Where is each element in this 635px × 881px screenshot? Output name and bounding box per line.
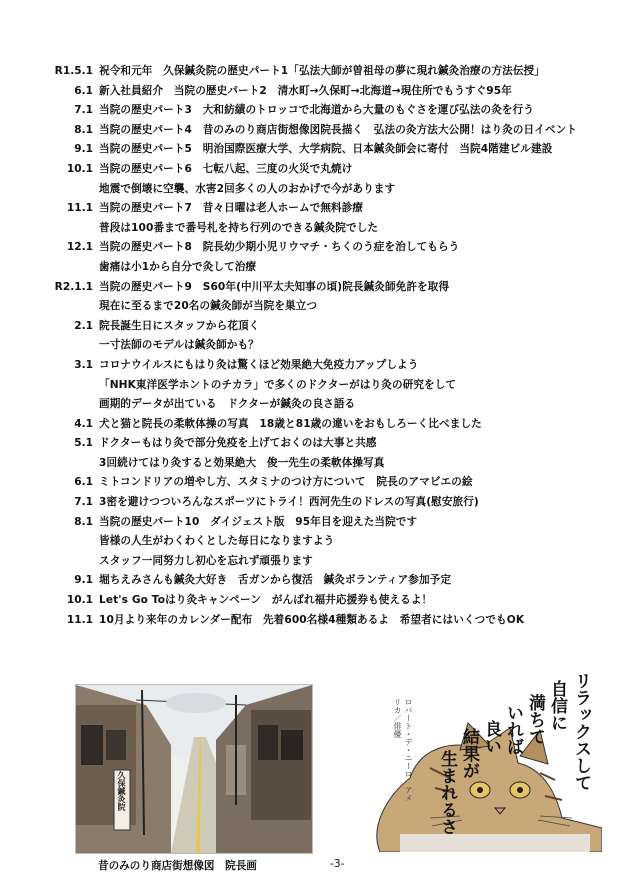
history-row — [0, 434, 635, 454]
row-text: 現在に至るまで20名の鍼灸師が当院を巣立つ — [99, 300, 318, 313]
history-row — [0, 376, 635, 396]
history-row — [0, 336, 635, 356]
history-row — [0, 82, 635, 102]
row-text: 新入社員紹介 当院の歴史パート2 清水町→久保町→北海道→現住所でもうすぐ95年 — [99, 84, 512, 97]
history-row — [0, 552, 635, 572]
shop-sign: 久保鍼灸院 — [117, 771, 126, 811]
row-text: 3密を避けつついろんなスポーツにトライ！西河先生のドレスの写真(慰安旅行) — [99, 496, 479, 509]
illustration-caption: 昔のみのり商店街想像図 院長画 — [98, 860, 257, 872]
motto-line: 結果が — [459, 728, 479, 779]
row-text: 画期的データが出ている ドクターが鍼灸の良さ語る — [99, 398, 356, 411]
row-date: 11.1 — [66, 202, 93, 215]
row-text: 当院の歴史パート9 S60年(中川平太夫知事の頃)院長鍼灸師免許を取得 — [99, 280, 450, 293]
motto-line: 自信に — [547, 680, 567, 731]
motto-line: 生まれるさ — [437, 750, 457, 835]
history-row — [0, 140, 635, 160]
row-text: 当院の歴史パート4 昔のみのり商店街想像図院長描く 弘法の灸方法大公開！はり灸の日イベント — [99, 123, 577, 136]
history-row — [0, 101, 635, 121]
history-row — [0, 571, 635, 591]
row-text: Let's Go Toはり灸キャンペーン がんばれ福井応援券も使えるよ！ — [99, 594, 433, 607]
row-text: 普段は100番まで番号札を持ち行列のできる鍼灸院でした — [99, 221, 379, 234]
history-row — [0, 62, 635, 82]
row-date: 3.1 — [74, 358, 93, 371]
row-date: 10.1 — [66, 594, 93, 607]
row-date: 11.1 — [66, 613, 93, 626]
history-row — [0, 493, 635, 513]
row-date: 12.1 — [66, 241, 93, 254]
row-text: 皆様の人生がわくわくとした毎日になりますよう — [99, 535, 335, 548]
row-text: 3回続けてはり灸すると効果絶大 俊一先生の柔軟体操写真 — [99, 456, 385, 469]
row-text: 10月より来年のカレンダー配布 先着600名様4種類あるよ 希望者にはいくつでもOK — [99, 613, 525, 626]
history-row — [0, 591, 635, 611]
history-row — [0, 297, 635, 317]
row-text: 当院の歴史パート8 院長幼少期小児リウマチ・ちくのう症を治してもらう — [99, 241, 460, 254]
history-row — [0, 121, 635, 141]
row-date: 4.1 — [74, 417, 93, 430]
history-row — [0, 258, 635, 278]
row-text: 当院の歴史パート3 大和紡績のトロッコで北海道から大量のもぐさを運び弘法の灸を行う — [99, 104, 535, 117]
row-text: 当院の歴史パート7 昔々日曜は老人ホームで無料診療 — [99, 202, 364, 215]
history-row — [0, 513, 635, 533]
row-date: 5.1 — [74, 437, 93, 450]
history-row — [0, 199, 635, 219]
cat-illustration — [340, 668, 602, 852]
row-date: 7.1 — [74, 496, 93, 509]
row-text: 祝令和元年 久保鍼灸院の歴史パート1「弘法大師が曽祖母の夢に現れ鍼灸治療の方法伝授」 — [99, 65, 545, 77]
row-date: R2.1.1 — [54, 280, 93, 293]
motto-line: リラックスして — [571, 672, 591, 791]
history-row — [0, 532, 635, 552]
row-text: コロナウイルスにもはり灸は驚くほど効果絶大免疫力アップしよう — [99, 358, 419, 371]
history-row — [0, 278, 635, 298]
history-row — [0, 473, 635, 493]
row-date: 6.1 — [74, 84, 93, 97]
row-date: 9.1 — [74, 143, 93, 156]
page-number: -3- — [330, 858, 345, 870]
history-row — [0, 454, 635, 474]
row-text: 一寸法師のモデルは鍼灸師かも？ — [99, 339, 259, 352]
row-text: 当院の歴史パート6 七転八起、三度の火災で丸焼け — [99, 162, 353, 175]
row-text: 院長誕生日にスタッフから花頂く — [99, 319, 260, 332]
history-row — [0, 238, 635, 258]
row-date: 8.1 — [74, 123, 93, 136]
motto-line: いれば — [503, 704, 523, 755]
street-illustration — [75, 684, 313, 854]
history-row — [0, 317, 635, 337]
motto-line: 満ちて — [525, 694, 545, 745]
row-text: 堀ちえみさんも鍼灸大好き 舌ガンから復活 鍼灸ボランティア参加予定 — [99, 574, 452, 587]
row-text: 当院の歴史パート5 明治国際医療大学、大学病院、日本鍼灸師会に寄付 当院4階建ビル建設 — [99, 143, 553, 156]
row-date: 2.1 — [74, 319, 93, 332]
row-date: 6.1 — [74, 476, 93, 489]
row-date: 7.1 — [74, 104, 93, 117]
row-text: ミトコンドリアの増やし方、スタミナのつけ方について 院長のアマビエの絵 — [99, 476, 473, 489]
row-text: 歯痛は小1から自分で灸して治療 — [99, 260, 257, 273]
row-text: 当院の歴史パート10 ダイジェスト版 95年目を迎えた当院です — [99, 515, 418, 528]
history-row — [0, 611, 635, 631]
row-date: 9.1 — [74, 574, 93, 587]
history-row — [0, 219, 635, 239]
motto-line: 良い — [481, 720, 501, 754]
row-text: ドクターもはり灸で部分免疫を上げておくのは大事と共感 — [99, 437, 377, 450]
history-list — [0, 62, 635, 630]
history-row — [0, 415, 635, 435]
row-date: 10.1 — [66, 162, 93, 175]
history-row — [0, 180, 635, 200]
row-date: 8.1 — [74, 515, 93, 528]
row-text: 地震で倒壊に空襲、水害2回多くの人のおかげで今があります — [99, 182, 396, 195]
signature: ロバート・デ・ニーロ アメリカ／俳優 — [393, 698, 413, 802]
row-text: スタッフ一同努力し初心を忘れず頑張ります — [99, 554, 313, 567]
history-row — [0, 160, 635, 180]
row-date: R1.5.1 — [54, 65, 93, 77]
row-text: 「NHK東洋医学ホントのチカラ」で多くのドクターがはり灸の研究をして — [99, 378, 457, 391]
row-text: 犬と猫と院長の柔軟体操の写真 18歳と81歳の違いをおもしろーく比べました — [99, 417, 482, 430]
history-row — [0, 395, 635, 415]
history-row — [0, 356, 635, 376]
